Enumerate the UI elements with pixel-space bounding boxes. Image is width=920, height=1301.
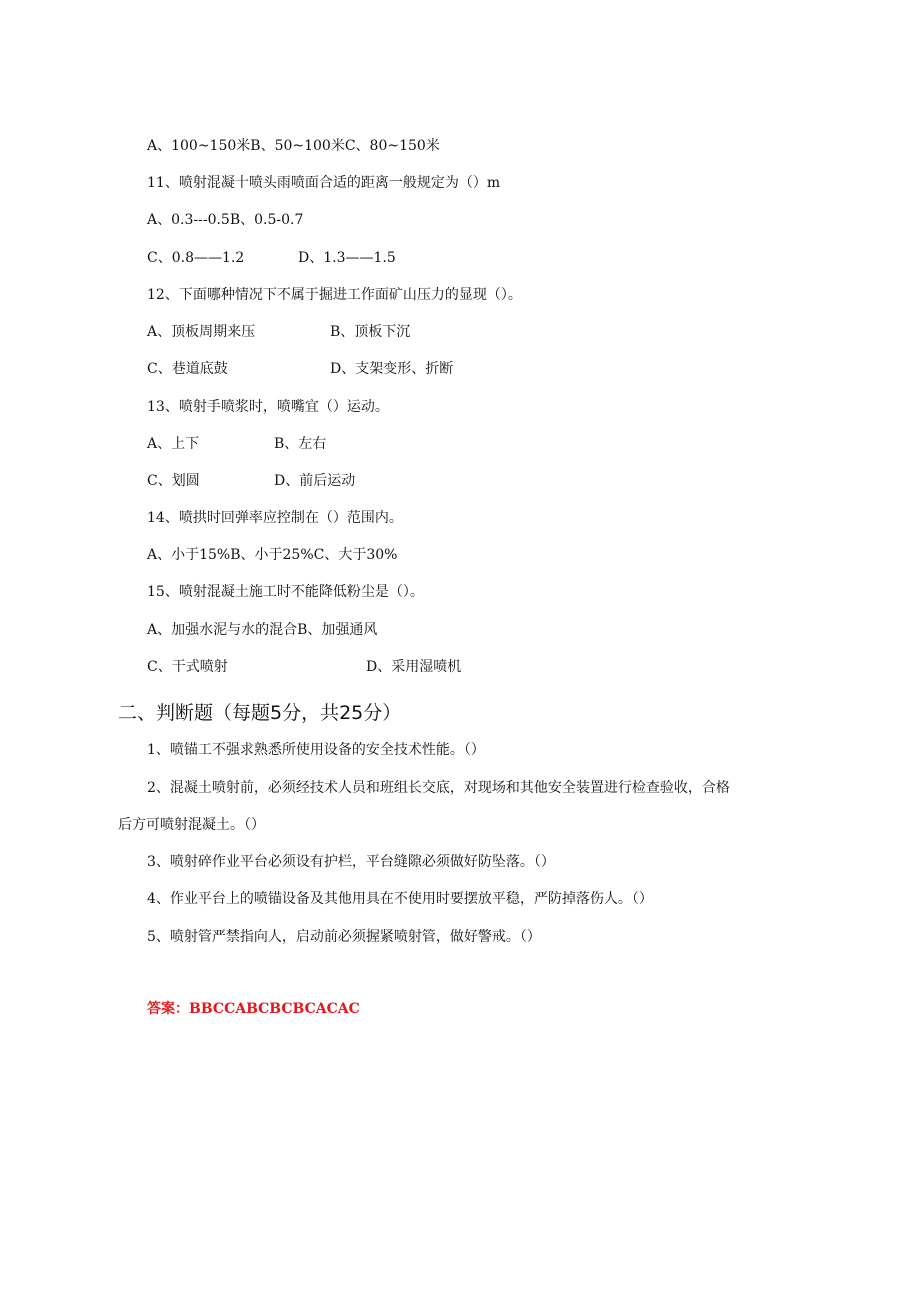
q15-option-c: C、干式喷射: [147, 659, 228, 675]
q11-option-d: D、1.3——1.5: [298, 250, 396, 266]
q12-option-d: D、支架变形、折断: [330, 361, 454, 377]
section-heading-true-false: 二、判断题（每题5分，共25分）: [118, 702, 402, 724]
q15-options-ab: A、加强水泥与水的混合B、加强通风: [147, 622, 378, 638]
q15-option-d: D、采用湿喷机: [366, 659, 462, 675]
q11-option-c: C、0.8——1.2: [147, 250, 245, 266]
q12-option-a: A、顶板周期来压: [147, 324, 256, 340]
judgment-item-2-line-2: 后方可喷射混凝土。（）: [118, 817, 265, 833]
judgment-item-4: 4、作业平台上的喷锚设备及其他用具在不使用时要摆放平稳，严防掉落伤人。（）: [147, 891, 653, 907]
answer-key: 答案：BBCCABCBCBCACAC: [147, 1001, 360, 1017]
judgment-item-3: 3、喷射碎作业平台必须设有护栏，平台缝隙必须做好防坠落。（）: [147, 854, 555, 870]
q14-stem: 14、喷拱时回弹率应控制在（）范围内。: [147, 510, 403, 526]
q12-option-c: C、巷道底鼓: [147, 361, 228, 377]
judgment-item-5: 5、喷射管严禁指向人，启动前必须握紧喷射管，做好警戒。（）: [147, 929, 541, 945]
judgment-item-1: 1、喷锚工不强求熟悉所使用设备的安全技术性能。（）: [147, 742, 485, 758]
q11-options-ab: A、0.3---0.5B、0.5-0.7: [147, 212, 304, 228]
q15-stem: 15、喷射混凝土施工时不能降低粉尘是（）。: [147, 584, 424, 600]
q10-options: A、100~150米B、50~100米C、80~150米: [147, 138, 440, 154]
judgment-item-2-line-1: 2、混凝土喷射前，必须经技术人员和班组长交底，对现场和其他安全装置进行检查验收，合格: [147, 780, 730, 796]
q12-option-b: B、顶板下沉: [330, 324, 411, 340]
q13-option-a: A、上下: [147, 436, 200, 452]
q12-stem: 12、下面哪种情况下不属于掘进工作面矿山压力的显现（）。: [147, 287, 522, 303]
q13-option-d: D、前后运动: [274, 473, 356, 489]
q14-options: A、小于15%B、小于25%C、大于30%: [147, 547, 398, 563]
q11-stem: 11、喷射混凝十喷头雨喷面合适的距离一般规定为（）m: [147, 175, 501, 191]
q13-option-b: B、左右: [274, 436, 327, 452]
q13-stem: 13、喷射手喷浆时，喷嘴宜（）运动。: [147, 399, 389, 415]
q13-option-c: C、划圆: [147, 473, 200, 489]
